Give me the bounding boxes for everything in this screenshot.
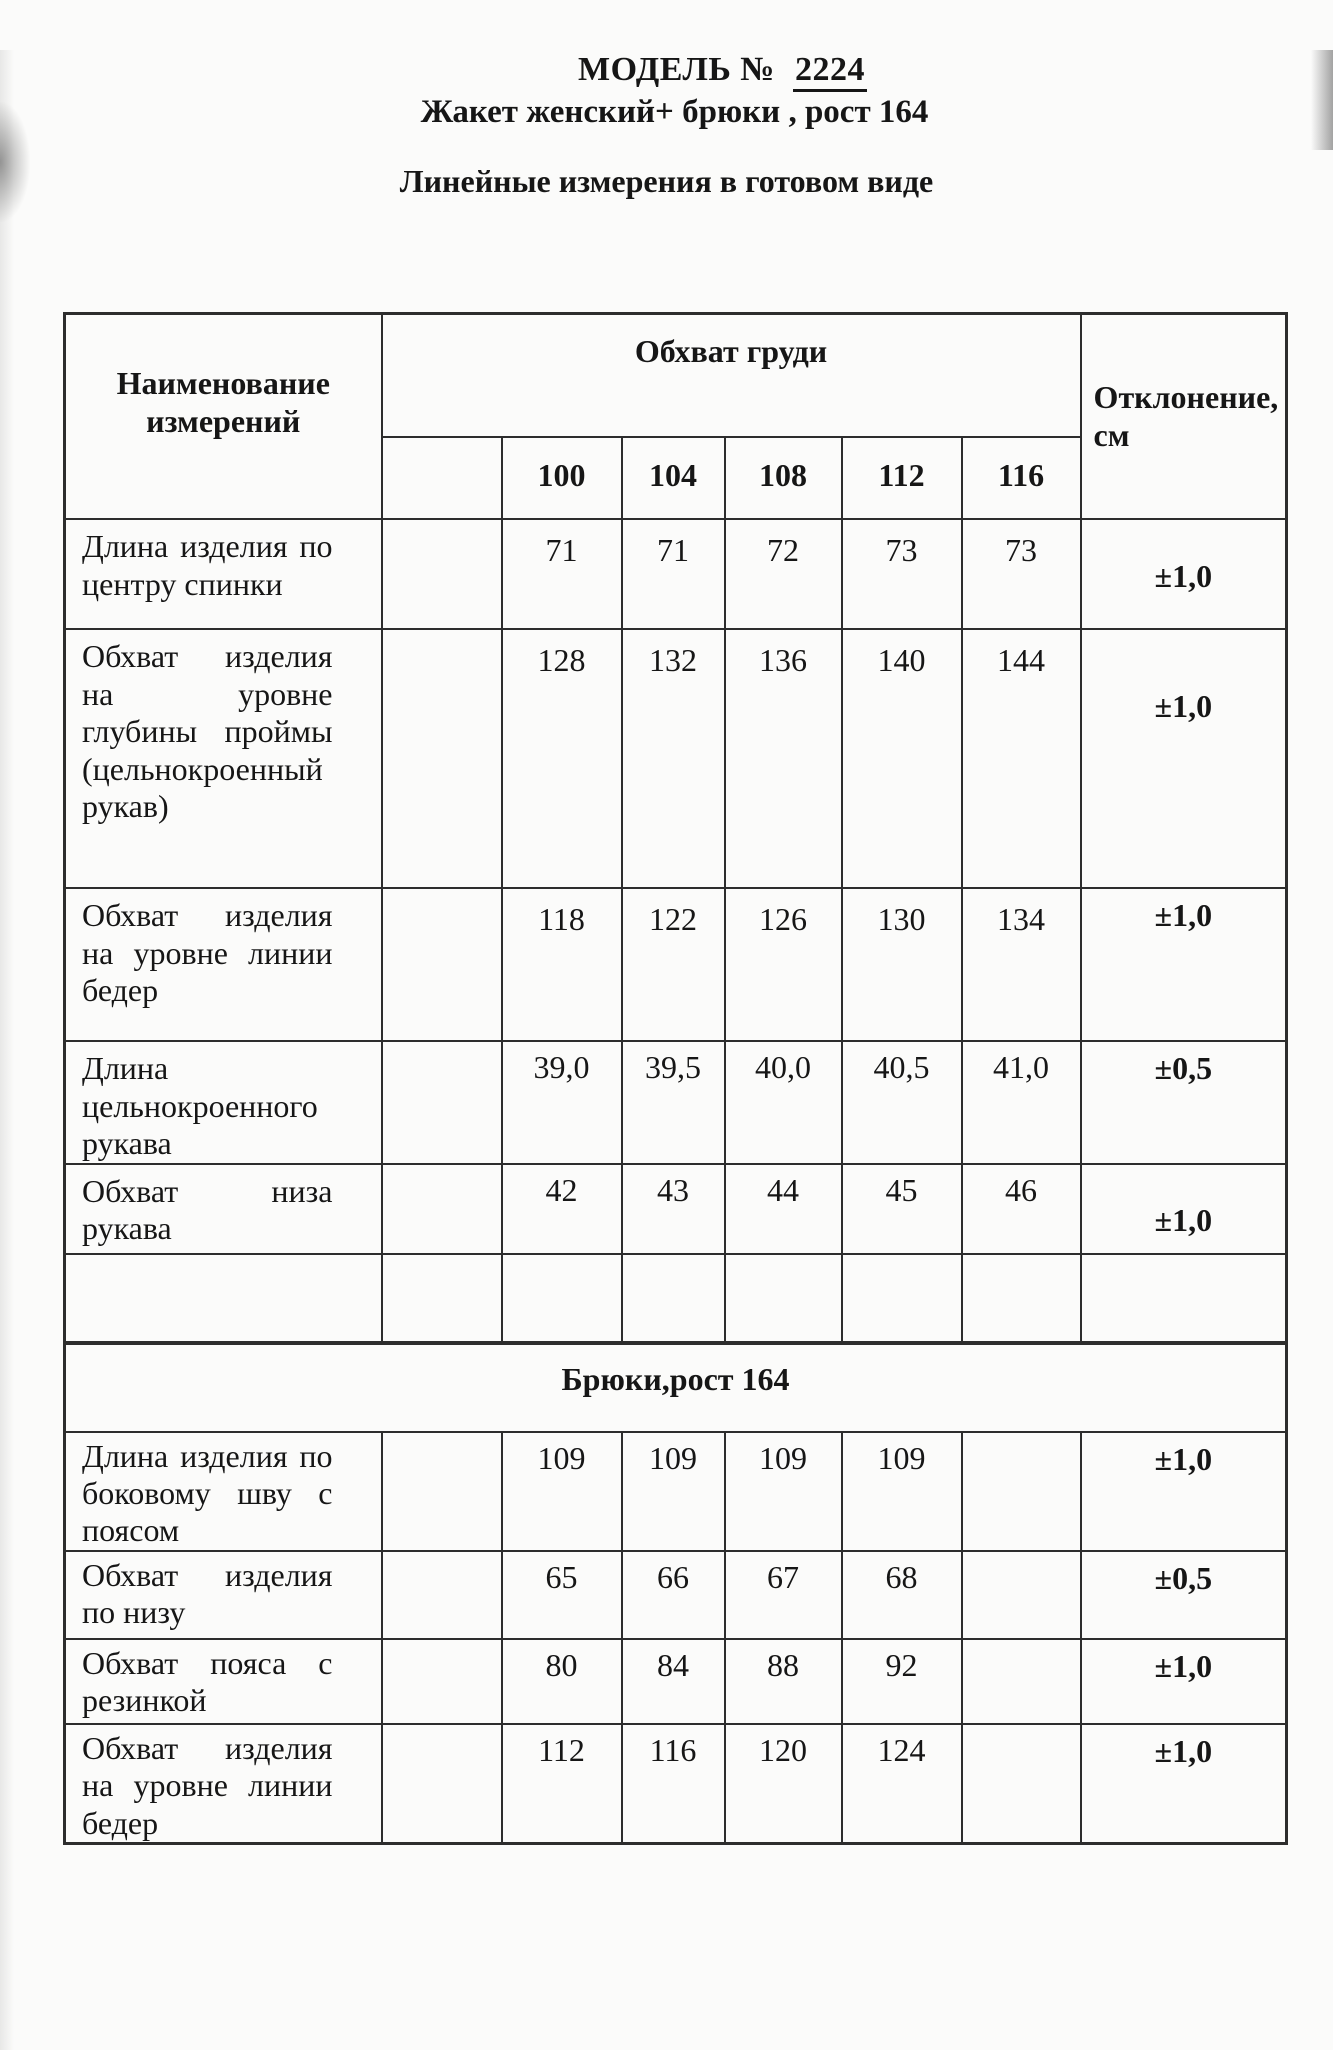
blank-cell (382, 1164, 502, 1254)
size-value: 136 (725, 629, 842, 888)
size-header-116: 116 (962, 437, 1081, 519)
blank-cell (622, 1254, 725, 1343)
measurement-name: Длина цельнокроенного рукава (65, 1041, 382, 1163)
size-value: 126 (725, 888, 842, 1041)
document-header (0, 50, 1333, 201)
table-row (65, 1164, 1287, 1254)
measurement-name: Обхват изделия на уровне линии бедер (65, 888, 382, 1041)
size-header-108: 108 (725, 437, 842, 519)
size-value: 68 (842, 1551, 962, 1639)
size-value: 66 (622, 1551, 725, 1639)
size-value (962, 1724, 1081, 1844)
table-row (65, 1551, 1287, 1639)
blank-cell (502, 1254, 622, 1343)
size-value: 144 (962, 629, 1081, 888)
size-value: 134 (962, 888, 1081, 1041)
size-value: 40,5 (842, 1041, 962, 1163)
size-value (962, 1432, 1081, 1551)
product-subtitle: Жакет женский+ брюки , рост 164 (420, 93, 929, 130)
size-value: 132 (622, 629, 725, 888)
size-value: 88 (725, 1639, 842, 1724)
trousers-section-header: Брюки,рост 164 (65, 1343, 1287, 1432)
deviation-value: ±0,5 (1081, 1041, 1287, 1163)
deviation-value: ±1,0 (1081, 1432, 1287, 1551)
size-value: 130 (842, 888, 962, 1041)
size-value: 120 (725, 1724, 842, 1844)
size-value: 109 (622, 1432, 725, 1551)
deviation-value: ±1,0 (1081, 519, 1287, 629)
table-row (65, 519, 1287, 629)
table-row (65, 888, 1287, 1041)
size-value: 65 (502, 1551, 622, 1639)
blank-cell (65, 1254, 382, 1343)
table-row (65, 1724, 1287, 1844)
size-value: 116 (622, 1724, 725, 1844)
model-number: 2224 (793, 51, 867, 92)
size-header-112: 112 (842, 437, 962, 519)
deviation-value: ±1,0 (1081, 1724, 1287, 1844)
page-title (56, 50, 1333, 91)
size-value: 73 (842, 519, 962, 629)
measurement-name: Обхват изделия на уровне линии бедер (65, 1724, 382, 1844)
trousers-section-row (65, 1343, 1287, 1432)
size-value: 43 (622, 1164, 725, 1254)
size-value: 72 (725, 519, 842, 629)
size-value: 109 (725, 1432, 842, 1551)
size-value: 112 (502, 1724, 622, 1844)
blank-cell (725, 1254, 842, 1343)
size-value: 92 (842, 1639, 962, 1724)
table-row (65, 1041, 1287, 1163)
size-value: 80 (502, 1639, 622, 1724)
size-value: 39,0 (502, 1041, 622, 1163)
size-value: 84 (622, 1639, 725, 1724)
size-value: 46 (962, 1164, 1081, 1254)
size-value (962, 1551, 1081, 1639)
measurement-name: Обхват низа рукава (65, 1164, 382, 1254)
size-header-104: 104 (622, 437, 725, 519)
deviation-value: ±0,5 (1081, 1551, 1287, 1639)
table-row (65, 629, 1287, 888)
deviation-value: ±1,0 (1081, 1164, 1287, 1254)
measurement-name: Длина изделия по боковому шву с поясом (65, 1432, 382, 1551)
blank-cell (382, 1724, 502, 1844)
size-value: 71 (622, 519, 725, 629)
column-header-bust: Обхват груди (382, 313, 1081, 437)
blank-cell (382, 1639, 502, 1724)
size-value: 44 (725, 1164, 842, 1254)
size-value: 124 (842, 1724, 962, 1844)
deviation-value: ±1,0 (1081, 888, 1287, 1041)
blank-cell (382, 888, 502, 1041)
size-value: 118 (502, 888, 622, 1041)
size-value: 40,0 (725, 1041, 842, 1163)
blank-cell (382, 519, 502, 629)
size-value: 41,0 (962, 1041, 1081, 1163)
size-value: 39,5 (622, 1041, 725, 1163)
spacer-row (65, 1254, 1287, 1343)
blank-cell (382, 1041, 502, 1163)
size-header-blank (382, 437, 502, 519)
size-value: 109 (502, 1432, 622, 1551)
size-value: 140 (842, 629, 962, 888)
model-label: МОДЕЛЬ № (578, 51, 775, 88)
size-value: 42 (502, 1164, 622, 1254)
section-heading: Линейные измерения в готовом виде (399, 163, 934, 200)
table-header-row (65, 313, 1287, 437)
deviation-value: ±1,0 (1081, 1639, 1287, 1724)
size-value: 45 (842, 1164, 962, 1254)
column-header-deviation: Отклонение, см (1081, 313, 1287, 519)
blank-cell (1081, 1254, 1287, 1343)
measurement-name: Длина изделия по центру спинки (65, 519, 382, 629)
blank-cell (382, 1254, 502, 1343)
deviation-value: ±1,0 (1081, 629, 1287, 888)
size-header-100: 100 (502, 437, 622, 519)
measurement-name: Обхват изделия по низу (65, 1551, 382, 1639)
blank-cell (962, 1254, 1081, 1343)
table-row (65, 1639, 1287, 1724)
scan-artifact-left-band (0, 50, 14, 2050)
blank-cell (842, 1254, 962, 1343)
column-header-name: Наименование измерений (65, 313, 382, 519)
size-value: 71 (502, 519, 622, 629)
blank-cell (382, 629, 502, 888)
measurement-name: Обхват изделия на уровне глубины проймы (цельнокроенный рукав) (65, 629, 382, 888)
measurements-table (63, 312, 1288, 1845)
table-row (65, 1432, 1287, 1551)
size-value: 122 (622, 888, 725, 1041)
size-value (962, 1639, 1081, 1724)
size-value: 128 (502, 629, 622, 888)
size-value: 109 (842, 1432, 962, 1551)
size-value: 73 (962, 519, 1081, 629)
blank-cell (382, 1551, 502, 1639)
measurement-name: Обхват пояса с резинкой (65, 1639, 382, 1724)
size-value: 67 (725, 1551, 842, 1639)
blank-cell (382, 1432, 502, 1551)
